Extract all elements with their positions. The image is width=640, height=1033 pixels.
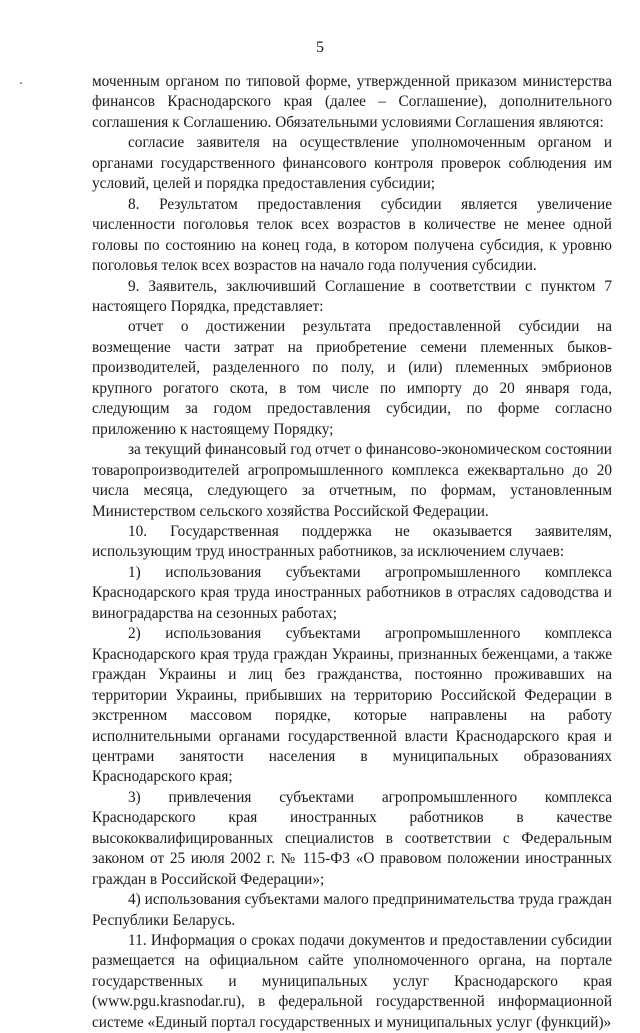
scan-mark [20, 82, 22, 84]
paragraph-report-result: отчет о достижении результата предоставленной субсидии на возмещение части затрат на приобретение семени племенных быков-производителей, разделенного по полу, и (или) племенных эмбрионов крупного рогатого скота, в том числе по импорту до 20 января года, следующим за годом предоставления субсидии, по форме согласно приложению к настоящему Порядку; [92, 318, 612, 438]
body-text [92, 72, 612, 1033]
paragraph-item-9: 9. Заявитель, заключивший Соглашение в соответствии с пунктом 7 настоящего Порядка, представляет: [92, 277, 612, 315]
paragraph-exception-2: 2) использования субъектами агропромышленного комплекса Краснодарского края труда граждан Украины, признанных беженцами, а также граждан Украины и лиц без гражданства, постоянно проживавших на территории Украины, прибывших на территорию Российской Федерации в экстренном массовом порядке, которые направлены на работу исполнительными органами государственной власти Краснодарского края и центрами занятости населения в муниципальных образованиях Краснодарского края; [92, 625, 612, 786]
paragraph-agreement-condition: согласие заявителя на осуществление уполномоченным органом и органами государственного финансового контроля проверок соблюдения им условий, целей и порядка предоставления субсидии; [92, 134, 612, 193]
paragraph-item-10: 10. Государственная поддержка не оказывается заявителям, использующим труд иностранных работников, за исключением случаев: [92, 522, 612, 561]
paragraph-continuation: моченным органом по типовой форме, утвержденной приказом министерства финансов Краснодарского края (далее – Соглашение), дополнительного соглашения к Соглашению. Обязательными условиями Соглашения являются: [92, 73, 612, 131]
paragraph-exception-4: 4) использования субъектами малого предпринимательства труда граждан Республики Беларусь. [92, 891, 612, 929]
paragraph-item-8: 8. Результатом предоставления субсидии является увеличение численности поголовья телок всех возрастов в количестве не менее одной головы по состоянию на конец года, в котором получена субсидия, к уровню поголовья телок всех возрастов на начало года получения субсидии. [92, 195, 612, 275]
page-number: 5 [316, 39, 324, 56]
paragraph-report-financial: за текущий финансовый год отчет о финансово-экономическом состоянии товаропроизводителей агропромышленного комплекса ежеквартально до 20 числа месяца, следующего за отчетным, по формам, установленным Министерством сельского хозяйства Российской Федерации. [92, 441, 612, 520]
paragraph-exception-1: 1) использования субъектами агропромышленного комплекса Краснодарского края труда иностранных работников в отраслях садоводства и виноградарства на сезонных работах; [92, 563, 612, 622]
paragraph-item-11: 11. Информация о сроках подачи документов и предоставлении субсидии размещается на официальном сайте уполномоченного органа, на портале государственных и муниципальных услуг Краснодарского края (www.pgu.krasnodar.ru), в федеральной государственной информационной системе «Единый портал государственных и муниципальных услуг (функций)» [92, 932, 612, 1031]
paragraph-exception-3: 3) привлечения субъектами агропромышленного комплекса Краснодарского края иностранных работников в качестве высококвалифицированных специалистов в соответствии с Федеральным законом от 25 июля 2002 г. № 115-ФЗ «О правовом положении иностранных граждан в Российской Федерации»; [92, 788, 612, 888]
